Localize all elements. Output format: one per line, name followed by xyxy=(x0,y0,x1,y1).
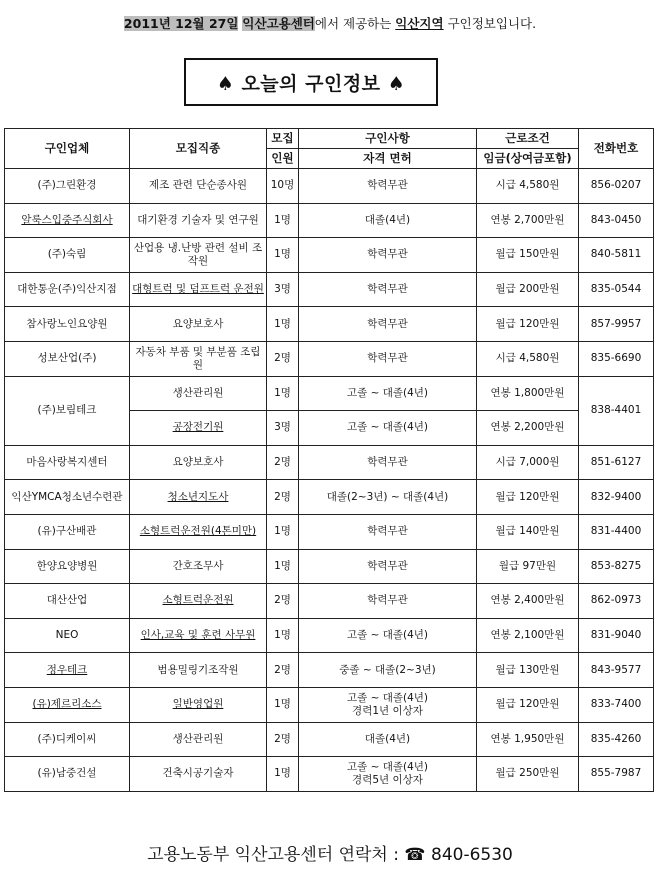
req-cell: 학력무관 xyxy=(299,584,477,619)
phone-cell: 835-0544 xyxy=(579,272,654,307)
req-cell: 고졸 ~ 대졸(4년) xyxy=(299,376,477,411)
table-row xyxy=(5,687,654,722)
table-row xyxy=(5,341,654,376)
phone-cell: 831-4400 xyxy=(579,514,654,549)
wage-cell: 월급 97만원 xyxy=(477,549,579,584)
intro-line xyxy=(0,14,660,32)
job-cell: 자동차 부품 및 부분품 조립원 xyxy=(130,341,267,376)
table-row xyxy=(5,757,654,792)
footer-contact xyxy=(0,840,660,865)
header-cond-bottom: 임금(상여금포함) xyxy=(477,149,579,169)
count-cell: 3명 xyxy=(267,411,299,446)
wage-cell: 월급 150만원 xyxy=(477,238,579,273)
phone-cell: 843-9577 xyxy=(579,653,654,688)
company-cell: (유)제르리소스 xyxy=(5,687,130,722)
footer-text: 고용노동부 익산고용센터 연락처 : xyxy=(147,845,405,865)
wage-cell: 시급 4,580원 xyxy=(477,169,579,204)
wage-cell: 월급 120만원 xyxy=(477,480,579,515)
job-cell: 공장전기원 xyxy=(130,411,267,446)
job-table xyxy=(4,128,654,792)
wage-cell: 연봉 2,200만원 xyxy=(477,411,579,446)
job-cell: 일반영업원 xyxy=(130,687,267,722)
table-row xyxy=(5,722,654,757)
count-cell: 1명 xyxy=(267,376,299,411)
count-cell: 3명 xyxy=(267,272,299,307)
wage-cell: 연봉 1,950만원 xyxy=(477,722,579,757)
wage-cell: 월급 140만원 xyxy=(477,514,579,549)
wage-cell: 월급 130만원 xyxy=(477,653,579,688)
count-cell: 1명 xyxy=(267,238,299,273)
company-cell: (주)그린환경 xyxy=(5,169,130,204)
header-cond-top: 근로조건 xyxy=(477,129,579,149)
count-cell: 1명 xyxy=(267,203,299,238)
table-row xyxy=(5,238,654,273)
phone-cell: 838-4401 xyxy=(579,376,654,445)
wage-cell: 연봉 2,400만원 xyxy=(477,584,579,619)
company-cell: (주)보림테크 xyxy=(5,376,130,445)
req-experience: 경력5년 이상자 xyxy=(352,773,423,786)
req-cell xyxy=(299,757,477,792)
header-job: 모집직종 xyxy=(130,129,267,169)
count-cell: 2명 xyxy=(267,653,299,688)
count-cell: 1명 xyxy=(267,307,299,342)
req-cell: 중졸 ~ 대졸(2~3년) xyxy=(299,653,477,688)
req-cell: 학력무관 xyxy=(299,341,477,376)
header-phone: 전화번호 xyxy=(579,129,654,169)
count-cell: 2명 xyxy=(267,480,299,515)
wage-cell: 연봉 1,800만원 xyxy=(477,376,579,411)
intro-date: 2011년 12월 27일 xyxy=(123,16,239,31)
count-cell: 1명 xyxy=(267,549,299,584)
company-cell: (주)숙림 xyxy=(5,238,130,273)
company-cell: (유)남중건설 xyxy=(5,757,130,792)
footer-phone: 840-6530 xyxy=(431,845,513,865)
table-row xyxy=(5,169,654,204)
req-cell: 고졸 ~ 대졸(4년) xyxy=(299,618,477,653)
job-cell: 간호조무사 xyxy=(130,549,267,584)
phone-cell: 831-9040 xyxy=(579,618,654,653)
count-cell: 1명 xyxy=(267,618,299,653)
company-cell: 참사랑노인요양원 xyxy=(5,307,130,342)
job-cell: 범용밀링기조작원 xyxy=(130,653,267,688)
wage-cell: 연봉 2,100만원 xyxy=(477,618,579,653)
job-cell: 제조 관련 단순종사원 xyxy=(130,169,267,204)
req-cell: 대졸(4년) xyxy=(299,203,477,238)
company-cell: (유)구산배관 xyxy=(5,514,130,549)
count-cell: 2명 xyxy=(267,584,299,619)
table-row xyxy=(5,549,654,584)
company-cell: NEO xyxy=(5,618,130,653)
phone-cell: 840-5811 xyxy=(579,238,654,273)
table-row xyxy=(5,618,654,653)
phone-cell: 832-9400 xyxy=(579,480,654,515)
phone-cell: 856-0207 xyxy=(579,169,654,204)
phone-cell: 857-9957 xyxy=(579,307,654,342)
company-cell: 알룩스입중주식회사 xyxy=(5,203,130,238)
req-cell: 학력무관 xyxy=(299,272,477,307)
job-cell: 대기환경 기술자 및 연구원 xyxy=(130,203,267,238)
wage-cell: 월급 250만원 xyxy=(477,757,579,792)
req-cell: 학력무관 xyxy=(299,238,477,273)
phone-cell: 833-7400 xyxy=(579,687,654,722)
job-cell: 인사,교육 및 훈련 사무원 xyxy=(130,618,267,653)
job-cell: 소형트럭운전원 xyxy=(130,584,267,619)
count-cell: 1명 xyxy=(267,757,299,792)
job-cell: 건축시공기술자 xyxy=(130,757,267,792)
header-count-bottom: 인원 xyxy=(267,149,299,169)
header-req-bottom: 자격 면허 xyxy=(299,149,477,169)
req-cell xyxy=(299,687,477,722)
table-row xyxy=(5,584,654,619)
job-cell: 요양보호사 xyxy=(130,445,267,480)
page-title xyxy=(184,58,438,106)
intro-center: 익산고용센터 xyxy=(242,16,315,31)
count-cell: 2명 xyxy=(267,445,299,480)
table-row xyxy=(5,307,654,342)
wage-cell: 월급 200만원 xyxy=(477,272,579,307)
company-cell: 익산YMCA청소년수련관 xyxy=(5,480,130,515)
count-cell: 1명 xyxy=(267,687,299,722)
intro-region: 익산지역 xyxy=(395,16,444,31)
table-row xyxy=(5,203,654,238)
intro-end: 구인정보입니다. xyxy=(443,16,537,31)
company-cell: 대한통운(주)익산지점 xyxy=(5,272,130,307)
job-cell: 소형트럭운전원(4톤미만) xyxy=(130,514,267,549)
company-cell: (주)디케이씨 xyxy=(5,722,130,757)
job-cell: 산업용 냉.난방 관련 설비 조작원 xyxy=(130,238,267,273)
job-cell: 요양보호사 xyxy=(130,307,267,342)
telephone-icon: ☎ xyxy=(404,845,426,865)
company-cell: 대산산업 xyxy=(5,584,130,619)
table-row xyxy=(5,272,654,307)
table-row xyxy=(5,514,654,549)
table-row xyxy=(5,445,654,480)
table-row xyxy=(5,480,654,515)
req-cell: 대졸(2~3년) ~ 대졸(4년) xyxy=(299,480,477,515)
company-cell: 마음사랑복지센터 xyxy=(5,445,130,480)
req-cell: 학력무관 xyxy=(299,445,477,480)
wage-cell: 월급 120만원 xyxy=(477,307,579,342)
phone-cell: 851-6127 xyxy=(579,445,654,480)
phone-cell: 835-6690 xyxy=(579,341,654,376)
req-cell: 학력무관 xyxy=(299,169,477,204)
phone-cell: 843-0450 xyxy=(579,203,654,238)
req-cell: 학력무관 xyxy=(299,307,477,342)
req-experience: 경력1년 이상자 xyxy=(352,704,423,717)
phone-cell: 853-8275 xyxy=(579,549,654,584)
job-cell: 대형트럭 및 덤프트럭 운전원 xyxy=(130,272,267,307)
count-cell: 10명 xyxy=(267,169,299,204)
table-row xyxy=(5,653,654,688)
req-cell: 학력무관 xyxy=(299,514,477,549)
phone-cell: 835-4260 xyxy=(579,722,654,757)
req-cell: 고졸 ~ 대졸(4년) xyxy=(299,411,477,446)
count-cell: 1명 xyxy=(267,514,299,549)
phone-cell: 862-0973 xyxy=(579,584,654,619)
count-cell: 2명 xyxy=(267,341,299,376)
wage-cell: 시급 4,580원 xyxy=(477,341,579,376)
wage-cell: 월급 120만원 xyxy=(477,687,579,722)
wage-cell: 시급 7,000원 xyxy=(477,445,579,480)
job-cell: 청소년지도사 xyxy=(130,480,267,515)
company-cell: 성보산업(주) xyxy=(5,341,130,376)
intro-mid: 에서 제공하는 xyxy=(314,16,396,31)
req-line: 고졸 ~ 대졸(4년) xyxy=(346,691,429,704)
header-company: 구인업체 xyxy=(5,129,130,169)
req-line: 고졸 ~ 대졸(4년) xyxy=(346,760,429,773)
job-cell: 생산관리원 xyxy=(130,722,267,757)
phone-cell: 855-7987 xyxy=(579,757,654,792)
wage-cell: 연봉 2,700만원 xyxy=(477,203,579,238)
req-cell: 학력무관 xyxy=(299,549,477,584)
page-title-text: ♠ 오늘의 구인정보 ♠ xyxy=(216,72,406,95)
header-count-top: 모집 xyxy=(267,129,299,149)
company-cell: 한양요양병원 xyxy=(5,549,130,584)
count-cell: 2명 xyxy=(267,722,299,757)
table-row xyxy=(5,376,654,411)
req-cell: 대졸(4년) xyxy=(299,722,477,757)
company-cell: 정우테크 xyxy=(5,653,130,688)
header-req-top: 구인사항 xyxy=(299,129,477,149)
job-cell: 생산관리원 xyxy=(130,376,267,411)
